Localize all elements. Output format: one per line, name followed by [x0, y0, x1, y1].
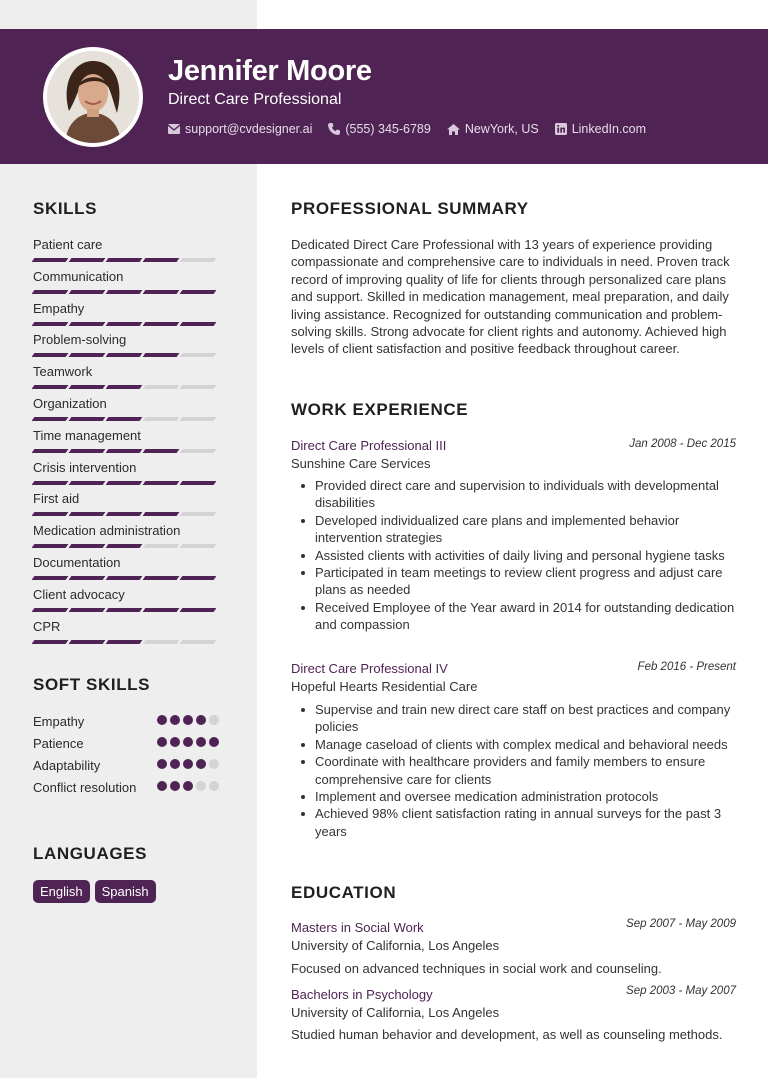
rating-dot — [183, 781, 193, 791]
skill-level-segment — [69, 544, 106, 548]
skill-level-segment — [143, 544, 180, 548]
linkedin-icon — [555, 123, 567, 135]
skill-level-segment — [106, 449, 143, 453]
skill-row — [33, 332, 223, 357]
list-item: Participated in team meetings to review client progress and adjust care plans as needed — [315, 564, 737, 599]
language-badge: Spanish — [95, 880, 156, 903]
rating-dot — [157, 781, 167, 791]
skill-level-bars — [33, 353, 223, 357]
skill-level-segment — [143, 576, 180, 580]
soft-skill-label: Conflict resolution — [33, 780, 137, 795]
skill-row — [33, 269, 223, 294]
skill-label: Documentation — [33, 555, 121, 570]
skill-label: First aid — [33, 491, 80, 507]
skill-level-segment — [143, 322, 180, 326]
soft-skill-row — [33, 735, 223, 752]
skill-level-segment — [106, 640, 143, 644]
skill-row — [33, 587, 223, 612]
skill-row — [33, 396, 223, 421]
school-name: University of California, Los Angeles — [291, 938, 500, 953]
skill-level-segment — [143, 449, 180, 453]
skill-level-segment — [69, 353, 106, 357]
skill-level-segment — [180, 512, 217, 516]
skill-row — [33, 428, 223, 453]
skill-level-bars — [33, 608, 223, 612]
skill-level-segment — [32, 322, 69, 326]
contact-bar — [168, 122, 662, 136]
rating-dot — [196, 759, 206, 769]
soft-skill-row — [33, 713, 223, 730]
skill-label: Patient care — [33, 237, 103, 252]
skill-label: Crisis intervention — [33, 459, 137, 475]
rating-dot — [170, 759, 180, 769]
skill-level-bars — [33, 544, 223, 548]
list-item: Implement and oversee medication administration protocols — [315, 788, 737, 805]
skill-level-segment — [32, 512, 69, 516]
skill-level-segment — [32, 258, 69, 262]
skill-level-segment — [180, 576, 217, 580]
skill-level-segment — [143, 512, 180, 516]
language-badge: English — [33, 880, 90, 903]
skill-label: Client advocacy — [33, 586, 125, 602]
skill-level-segment — [69, 290, 106, 294]
skill-level-segment — [32, 640, 69, 644]
rating-dot — [170, 781, 180, 791]
rating-dot — [170, 737, 180, 747]
skill-level-segment — [180, 417, 217, 421]
summary-text: Dedicated Direct Care Professional with 13 years of experience providing compassionate and comprehensive care to individuals in need. Proven track record of improving quality of life for clients through personalized care plans and support. Skilled in medication management, meal preparation, and daily living assistance. Recognized for outstanding communication and problem-solving skills. Strong advocate for client rights and autonomy. Achieved high levels of client satisfaction and positive feedback throughout career. — [291, 237, 730, 357]
skill-level-segment — [143, 290, 180, 294]
skill-level-segment — [106, 290, 143, 294]
location-text: NewYork, US — [464, 122, 539, 136]
skill-level-bars — [33, 640, 223, 644]
soft-skill-label: Patience — [33, 736, 84, 751]
job-bullets — [315, 701, 737, 840]
skill-row — [33, 237, 223, 262]
experience-heading: WORK EXPERIENCE — [291, 400, 469, 419]
degree-title: Bachelors in Psychology — [291, 987, 433, 1002]
skill-level-segment — [69, 608, 106, 612]
rating-dot — [183, 715, 193, 725]
list-item: Supervise and train new direct care staff on best practices and company policies — [315, 701, 737, 736]
phone-text: (555) 345-6789 — [345, 122, 431, 136]
contact-location[interactable] — [447, 122, 539, 136]
resume-header — [0, 29, 768, 164]
rating-dot — [157, 715, 167, 725]
job-title: Direct Care Professional III — [291, 438, 447, 453]
rating-dot — [183, 759, 193, 769]
skill-level-segment — [180, 640, 217, 644]
skill-level-segment — [32, 544, 69, 548]
skill-level-bars — [33, 576, 223, 580]
skill-level-bars — [33, 449, 223, 453]
rating-dot — [209, 759, 219, 769]
skill-level-segment — [180, 385, 217, 389]
rating-dot — [157, 759, 167, 769]
skill-level-segment — [32, 449, 69, 453]
skill-level-bars — [33, 512, 223, 516]
soft-skill-rating — [157, 737, 222, 747]
rating-dot — [196, 737, 206, 747]
education-heading: EDUCATION — [291, 883, 397, 902]
skill-level-segment — [32, 576, 69, 580]
skill-level-segment — [69, 512, 106, 516]
skills-heading: SKILLS — [33, 199, 98, 218]
skill-label: Organization — [33, 396, 107, 411]
skill-label: Time management — [33, 427, 141, 443]
skill-level-segment — [143, 258, 180, 262]
job-company: Sunshine Care Services — [291, 456, 431, 471]
skill-level-bars — [33, 385, 223, 389]
skill-level-segment — [69, 481, 106, 485]
profile-photo — [43, 47, 143, 147]
skill-label: Communication — [33, 268, 124, 284]
skill-level-bars — [33, 417, 223, 421]
list-item: Coordinate with healthcare providers and family members to ensure comprehensive care for clients — [315, 753, 737, 788]
rating-dot — [196, 715, 206, 725]
soft-skill-row — [33, 779, 223, 796]
skill-level-segment — [69, 449, 106, 453]
skill-label: Medication administration — [33, 523, 181, 539]
skill-level-segment — [32, 353, 69, 357]
skill-level-segment — [180, 608, 217, 612]
skill-level-bars — [33, 481, 223, 485]
skill-level-segment — [106, 608, 143, 612]
skill-level-segment — [143, 481, 180, 485]
skill-level-bars — [33, 258, 223, 262]
skill-level-segment — [106, 322, 143, 326]
skill-label: Empathy — [33, 300, 85, 316]
skill-level-segment — [32, 608, 69, 612]
soft-skill-label: Empathy — [33, 714, 85, 729]
list-item: Achieved 98% client satisfaction rating in annual surveys for the past 3 years — [315, 805, 737, 840]
email-text: support@cvdesigner.ai — [185, 122, 313, 136]
skill-row — [33, 301, 223, 326]
list-item: Provided direct care and supervision to individuals with developmental disabilities — [315, 477, 737, 512]
skill-row — [33, 491, 223, 516]
rating-dot — [209, 715, 219, 725]
skill-level-segment — [69, 417, 106, 421]
envelope-icon — [168, 124, 180, 134]
list-item: Manage caseload of clients with complex medical and behavioral needs — [315, 736, 737, 753]
degree-title: Masters in Social Work — [291, 920, 424, 935]
avatar — [47, 51, 139, 143]
education-dates: Sep 2007 - May 2009 — [626, 918, 736, 930]
rating-dot — [183, 737, 193, 747]
skill-level-segment — [143, 353, 180, 357]
rating-dot — [157, 737, 167, 747]
skill-level-segment — [143, 640, 180, 644]
skill-label: CPR — [33, 618, 61, 634]
job-company: Hopeful Hearts Residential Care — [291, 679, 478, 694]
soft-skill-row — [33, 757, 223, 774]
skill-level-segment — [32, 481, 69, 485]
skill-row — [33, 460, 223, 485]
skill-level-segment — [180, 290, 217, 294]
job-dates: Feb 2016 - Present — [637, 661, 736, 673]
skill-level-segment — [180, 353, 217, 357]
skill-level-segment — [106, 385, 143, 389]
candidate-name: Jennifer Moore — [168, 55, 372, 87]
skill-row — [33, 619, 223, 644]
contact-phone[interactable] — [328, 122, 430, 136]
languages-heading: LANGUAGES — [33, 844, 148, 863]
skill-row — [33, 523, 223, 548]
soft-skill-rating — [157, 781, 222, 791]
skill-level-segment — [180, 322, 217, 326]
home-icon — [447, 124, 460, 135]
skill-level-segment — [180, 544, 217, 548]
skill-level-segment — [180, 449, 217, 453]
soft-skill-rating — [157, 759, 222, 769]
skill-level-segment — [106, 512, 143, 516]
phone-icon — [328, 123, 340, 135]
skill-level-bars — [33, 290, 223, 294]
languages-list — [33, 880, 161, 903]
skill-level-segment — [143, 417, 180, 421]
skill-label: Teamwork — [33, 364, 93, 380]
soft-skills-heading: SOFT SKILLS — [33, 675, 151, 694]
list-item: Developed individualized care plans and implemented behavior intervention strategies — [315, 512, 737, 547]
skill-level-segment — [106, 576, 143, 580]
skill-row — [33, 364, 223, 389]
skill-row — [33, 555, 223, 580]
skill-level-segment — [106, 353, 143, 357]
education-description: Studied human behavior and development, as well as counseling methods. — [291, 1027, 723, 1042]
contact-linkedin[interactable] — [555, 122, 646, 136]
skill-level-segment — [69, 258, 106, 262]
soft-skill-label: Adaptability — [33, 758, 101, 773]
education-dates: Sep 2003 - May 2007 — [626, 985, 736, 997]
skill-level-segment — [32, 417, 69, 421]
skill-level-segment — [69, 576, 106, 580]
skill-level-segment — [106, 481, 143, 485]
rating-dot — [196, 781, 206, 791]
summary-heading: PROFESSIONAL SUMMARY — [291, 199, 529, 218]
skill-level-segment — [143, 608, 180, 612]
education-description: Focused on advanced techniques in social work and counseling. — [291, 961, 662, 976]
skill-level-segment — [180, 258, 217, 262]
skill-label: Problem-solving — [33, 332, 127, 348]
school-name: University of California, Los Angeles — [291, 1005, 500, 1020]
skill-level-segment — [69, 322, 106, 326]
skill-level-segment — [69, 385, 106, 389]
rating-dot — [209, 781, 219, 791]
job-bullets — [315, 477, 737, 634]
linkedin-text: LinkedIn.com — [571, 122, 647, 136]
job-title: Direct Care Professional IV — [291, 661, 448, 676]
rating-dot — [209, 737, 219, 747]
skill-level-segment — [69, 640, 106, 644]
candidate-title: Direct Care Professional — [168, 91, 342, 108]
rating-dot — [170, 715, 180, 725]
contact-email[interactable] — [168, 122, 312, 136]
list-item: Assisted clients with activities of daily living and personal hygiene tasks — [315, 547, 737, 564]
skill-level-segment — [180, 481, 217, 485]
soft-skill-rating — [157, 715, 222, 725]
skill-level-segment — [106, 544, 143, 548]
list-item: Received Employee of the Year award in 2014 for outstanding dedication and compassion — [315, 599, 737, 634]
skill-level-segment — [106, 258, 143, 262]
skill-level-bars — [33, 322, 223, 326]
job-dates: Jan 2008 - Dec 2015 — [629, 438, 736, 450]
skill-level-segment — [143, 385, 180, 389]
skill-level-segment — [106, 417, 143, 421]
skill-level-segment — [32, 290, 69, 294]
skill-level-segment — [32, 385, 69, 389]
